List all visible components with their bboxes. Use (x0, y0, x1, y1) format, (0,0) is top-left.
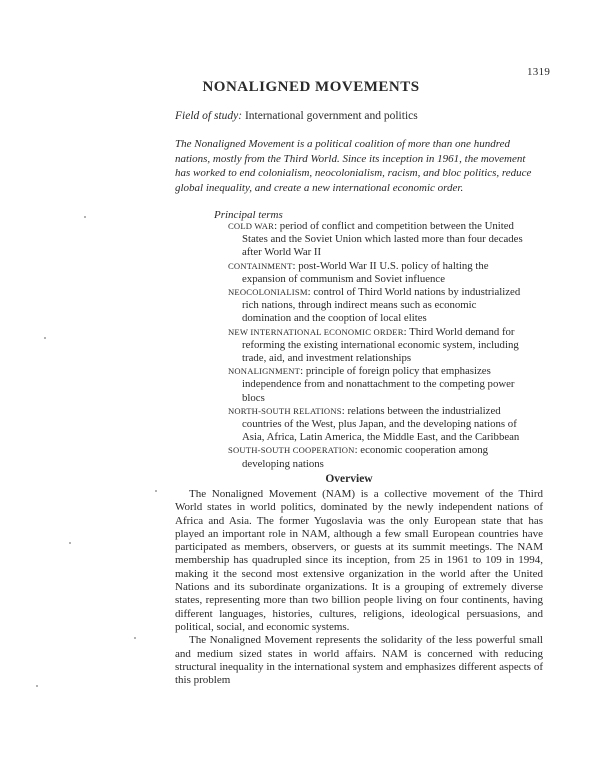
scan-speck (69, 542, 71, 544)
page-title: NONALIGNED MOVEMENTS (202, 79, 420, 95)
principal-terms-heading: Principal terms (214, 209, 283, 221)
term-definition: post-World War II U.S. policy of halting the expansion of communism and Soviet influence (242, 259, 489, 285)
term-item: NORTH-SOUTH RELATIONS: relations between the industrialized countries of the West, plus Japan, and the developing nations of Asia, Africa, Latin America, the Middle East, and the Caribbean (228, 404, 520, 444)
field-of-study (175, 110, 418, 122)
scan-speck (44, 337, 46, 339)
scan-speck (36, 685, 38, 687)
term-name: SOUTH-SOUTH COOPERATION (228, 445, 355, 456)
term-definition: control of Third World nations by industrialized rich nations, through indirect means such as economic domination and the cooption of local elites (242, 286, 521, 325)
term-name: NEW INTERNATIONAL ECONOMIC ORDER (228, 326, 404, 337)
overview-heading: Overview (325, 473, 373, 485)
term-definition: relations between the industrialized countries of the West, plus Japan, and the developing nations of Asia, Africa, Latin America, the Middle East, and the Caribbean (242, 404, 520, 444)
overview-paragraph: The Nonaligned Movement (NAM) is a collective movement of the Third World states in world politics, dominated by the newly independent nations of Africa and Asia. The former Yugoslavia was the only European state that has played an important role in NAM, although a few small European countries have participated as members, observers, or guests at its summit meetings. The NAM membership has quadrupled since its inception, from 25 in 1961 to 109 in 1994, making it the second most extensive organization in the world after the United Nations and its subordinate organizations. It is a grouping of extremely diverse states, representing more than two billion people living on four continents, having different languages, histories, cultures, religions, ideological persuasions, and political, social, and economic systems. (175, 488, 543, 633)
term-name: NEOCOLONIALISM (228, 287, 308, 298)
page-number: 1319 (527, 66, 551, 78)
scan-speck (84, 216, 86, 218)
term-item: SOUTH-SOUTH COOPERATION: economic cooperation among developing nations (228, 444, 489, 470)
term-item: NEW INTERNATIONAL ECONOMIC ORDER: Third World demand for reforming the existing international economic system, including trade, aid, and investment relationships (228, 325, 519, 365)
term-item: NONALIGNMENT: principle of foreign policy that emphasizes independence from and nonattachment to the competing power blocs (228, 365, 515, 404)
term-definition: period of conflict and competition between the United States and the Soviet Union which lasted more than four decades after World War II (242, 220, 523, 259)
term-item: CONTAINMENT: post-World War II U.S. policy of halting the expansion of communism and Soviet influence (228, 259, 489, 285)
overview-paragraph: The Nonaligned Movement represents the solidarity of the less powerful small and medium sized states in world affairs. NAM is concerned with reducing structural inequality in the international system and emphasizes different aspects of this problem (175, 634, 543, 687)
term-item: NEOCOLONIALISM: control of Third World nations by industrialized rich nations, through indirect means such as economic domination and the cooption of local elites (228, 286, 521, 325)
overview-body (175, 488, 543, 687)
term-definition: economic cooperation among developing nations (242, 444, 489, 470)
abstract: The Nonaligned Movement is a political coalition of more than one hundred nations, mostly from the Third World. Since its inception in 1961, the movement has worked to end colonialism, neocolonialism, racism, and bloc politics, reduce global inequality, and create a new international economic order. (175, 138, 532, 194)
principal-terms-list (228, 220, 528, 471)
term-definition: Third World demand for reforming the existing international economic system, including trade, aid, and investment relationships (242, 325, 519, 365)
term-name: NONALIGNMENT (228, 366, 301, 377)
scan-speck (134, 637, 136, 639)
field-of-study-label: Field of study: (175, 110, 243, 122)
term-name: NORTH-SOUTH RELATIONS (228, 405, 342, 416)
term-definition: principle of foreign policy that emphasizes independence from and nonattachment to the competing power blocs (242, 365, 515, 404)
scan-speck (155, 490, 157, 492)
term-name: CONTAINMENT (228, 260, 293, 271)
term-item: COLD WAR: period of conflict and competition between the United States and the Soviet Union which lasted more than four decades after World War II (228, 220, 523, 259)
field-of-study-value: International government and politics (244, 110, 418, 122)
term-name: COLD WAR (228, 221, 275, 231)
